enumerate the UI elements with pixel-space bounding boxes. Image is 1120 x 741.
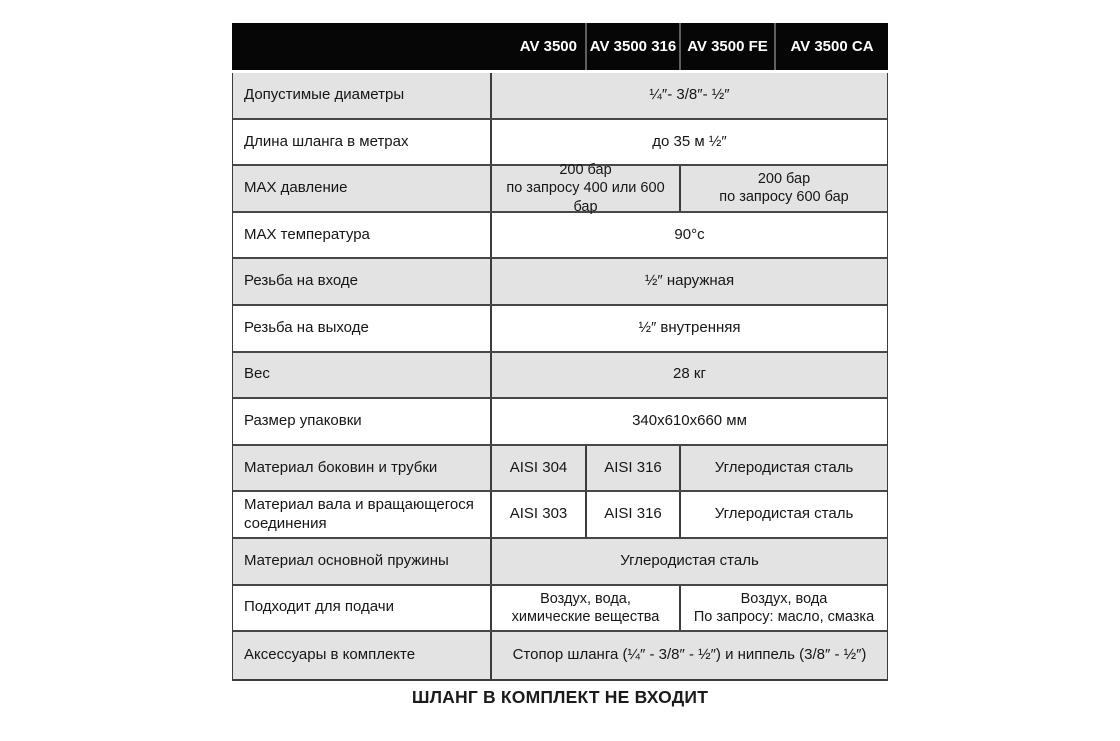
- value-line: по запросу 600 бар: [719, 189, 849, 206]
- value-line: по запросу 400 или 600 бар: [506, 180, 665, 215]
- row-value-col2: AISI 316: [585, 492, 679, 537]
- row-label: Материал основной пружины: [244, 551, 449, 569]
- row-label: Резьба на выходе: [244, 318, 369, 336]
- value-line: 200 бар: [559, 162, 612, 179]
- row-allowed-diameters: [233, 73, 887, 120]
- table-body: [232, 73, 888, 681]
- row-label: Допустимые диаметры: [244, 85, 405, 103]
- row-value-lines: [719, 170, 849, 206]
- row-label: Длина шланга в метрах: [244, 132, 409, 150]
- header-label: AV 3500 CA: [790, 38, 874, 55]
- row-value-lines: [512, 590, 660, 626]
- header-label: AV 3500 316: [589, 38, 677, 55]
- value-line: Воздух, вода: [740, 590, 828, 607]
- header-cell-av-3500-fe: [679, 23, 774, 70]
- row-label: MAX давление: [244, 179, 348, 197]
- row-inlet-thread: [233, 259, 887, 306]
- row-label: Материал вала и вращающегося соединения: [244, 495, 474, 532]
- row-label: Подходит для подачи: [244, 598, 394, 616]
- row-main-spring-material: [233, 539, 887, 586]
- row-supply-media: [233, 586, 887, 633]
- row-max-temperature: [233, 213, 887, 260]
- header-cell-av-3500-ca: [774, 23, 888, 70]
- header-cell-av-3500-316: [585, 23, 679, 70]
- row-value: ½″ внутренняя: [490, 306, 887, 351]
- row-label: Вес: [244, 365, 270, 383]
- header-label: AV 3500 FE: [687, 38, 768, 55]
- row-value: 90°с: [490, 213, 887, 258]
- row-package-size: [233, 399, 887, 446]
- row-side-tube-material: [233, 446, 887, 493]
- row-value-col2: AISI 316: [585, 446, 679, 491]
- value-line: 200 бар: [757, 171, 811, 188]
- row-value-col34: Углеродистая сталь: [679, 446, 887, 491]
- row-value-col1: AISI 304: [490, 446, 585, 491]
- row-weight: [233, 353, 887, 400]
- row-value: до 35 м ½″: [490, 120, 887, 165]
- row-value-lines: [496, 161, 675, 215]
- spec-table: [232, 23, 888, 681]
- row-value: ½″ наружная: [490, 259, 887, 304]
- row-max-pressure: [233, 162, 887, 215]
- hose-not-included-note: ШЛАНГ В КОМПЛЕКТ НЕ ВХОДИТ: [411, 687, 709, 707]
- row-value-right: [679, 586, 887, 631]
- row-value-right: [679, 166, 887, 211]
- row-label: Материал боковин и трубки: [244, 458, 438, 476]
- row-label: Аксессуары в комплекте: [244, 646, 416, 664]
- row-value: Стопор шланга (¼″ - 3/8″ - ½″) и ниппель (3/8″ - ½″): [490, 632, 887, 679]
- header-label: AV 3500: [519, 38, 577, 55]
- row-shaft-joint-material: [233, 492, 887, 539]
- row-value-left: [490, 586, 679, 631]
- row-value-left: [490, 162, 679, 215]
- row-value: 28 кг: [490, 353, 887, 398]
- value-line: Воздух, вода,: [540, 590, 631, 607]
- value-line: химические вещества: [511, 608, 660, 625]
- row-label: Размер упаковки: [244, 412, 362, 430]
- row-value: Углеродистая сталь: [490, 539, 887, 584]
- row-value: 340x610x660 мм: [490, 399, 887, 444]
- row-outlet-thread: [233, 306, 887, 353]
- row-included-accessories: [233, 632, 887, 679]
- row-value: ¼″- 3/8″- ½″: [490, 73, 887, 118]
- header-cell-av-3500: [489, 23, 585, 70]
- row-value-lines: [694, 590, 874, 626]
- table-header-row: [232, 23, 888, 70]
- row-label: MAX температура: [244, 225, 370, 243]
- value-line: По запросу: масло, смазка: [693, 608, 875, 625]
- row-label: Резьба на входе: [244, 272, 359, 290]
- row-value-col1: AISI 303: [490, 492, 585, 537]
- row-hose-length: [233, 120, 887, 167]
- header-spacer: [232, 23, 489, 70]
- row-value-col34: Углеродистая сталь: [679, 492, 887, 537]
